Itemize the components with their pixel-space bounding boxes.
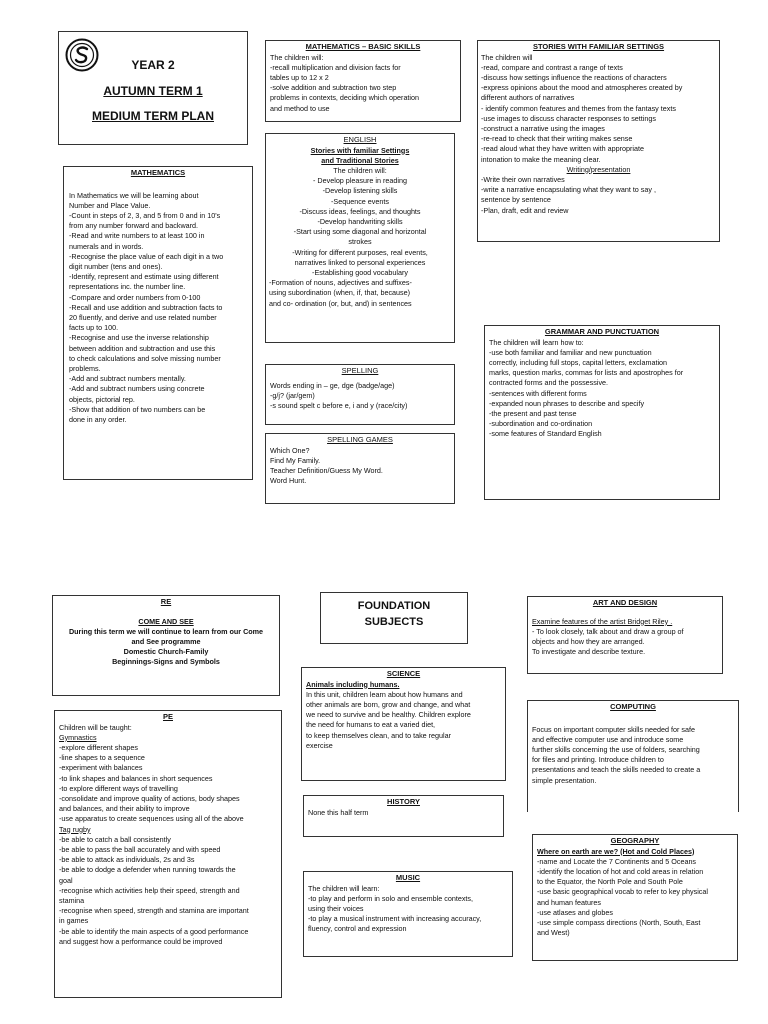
- science-line: to keep themselves clean, and to take regular: [306, 730, 452, 740]
- pe-rugby-line: -recognise when speed, strength and stamina are important: [59, 906, 249, 916]
- english-center-line: -Discuss ideas, feelings, and thoughts: [299, 206, 421, 216]
- gymnastics-heading: Gymnastics: [59, 732, 97, 742]
- pe-gym-line: -consolidate and improve quality of actions, body shapes: [59, 793, 240, 803]
- pe-gym-line: -line shapes to a sequence: [59, 753, 145, 763]
- geography-line: and West): [537, 928, 570, 938]
- maths-basic-line: -solve addition and subtraction two step: [270, 83, 397, 93]
- art-line: To investigate and describe texture.: [532, 647, 646, 657]
- pe-gym-line: -experiment with balances: [59, 763, 143, 773]
- mathematics-line: Number and Place Value.: [69, 200, 151, 210]
- english-box: [265, 133, 455, 343]
- come-and-see-heading: COME AND SEE: [138, 616, 194, 626]
- grammar-box: [484, 325, 720, 500]
- geography-subtitle: Where on earth are we? (Hot and Cold Places): [537, 846, 695, 856]
- maths-basic-line: tables up to 12 x 2: [270, 72, 329, 82]
- pe-rugby-line: -be able to attack as individuals, 2s and 3s: [59, 855, 195, 865]
- science-line: we need to survive and be healthy. Children explore: [306, 710, 471, 720]
- mathematics-line: to check calculations and solve missing number: [69, 353, 221, 363]
- re-line: and See programme: [131, 636, 201, 646]
- plan-heading: MEDIUM TERM PLAN: [92, 109, 214, 123]
- stories-line: - identify common features and themes from the fantasy texts: [481, 103, 676, 113]
- english-center-line: -Sequence events: [331, 196, 389, 206]
- spelling-games-line: Teacher Definition/Guess My Word.: [270, 465, 383, 475]
- re-line: During this term we will continue to learn from our Come: [68, 626, 264, 636]
- mathematics-line: done in any order.: [69, 414, 127, 424]
- re-title: RE: [160, 597, 172, 606]
- mathematics-line: -Recognise and use the inverse relationship: [69, 333, 209, 343]
- music-line: fluency, control and expression: [308, 924, 407, 934]
- history-box: [303, 795, 504, 837]
- art-line: objects and how they are arranged.: [532, 636, 645, 646]
- grammar-line: marks, question marks, commas for lists and apostrophes for: [489, 368, 684, 378]
- grammar-line: -use both familiar and familiar and new punctuation: [489, 347, 652, 357]
- grammar-line: -the present and past tense: [489, 408, 577, 418]
- music-line: -to play and perform in solo and ensemble contexts,: [308, 893, 474, 903]
- pe-rugby-line: and suggest how a performance could be improved: [59, 936, 223, 946]
- grammar-line: -sentences with different forms: [489, 388, 587, 398]
- science-line: exercise: [306, 740, 333, 750]
- mathematics-box: [63, 166, 253, 480]
- english-center-line: The children will:: [333, 165, 387, 175]
- music-title: MUSIC: [395, 873, 421, 882]
- mathematics-line: representations inc. the number line.: [69, 282, 186, 292]
- term-heading: AUTUMN TERM 1: [103, 84, 203, 98]
- art-line: - To look closely, talk about and draw a group of: [532, 626, 684, 636]
- art-title: ART AND DESIGN: [592, 598, 658, 607]
- geography-box: [532, 834, 738, 961]
- geography-line: -name and Locate the 7 Continents and 5 Oceans: [537, 856, 697, 866]
- english-center-line: -Develop handwriting skills: [317, 216, 403, 226]
- mathematics-line: facts up to 100.: [69, 323, 119, 333]
- stories-line: -discuss how settings influence the reactions of characters: [481, 72, 667, 82]
- pe-rugby-line: goal: [59, 875, 73, 885]
- maths-basic-line: problems in contexts, deciding which operation: [270, 93, 420, 103]
- subjects-heading: SUBJECTS: [364, 616, 424, 628]
- spelling-games-title: SPELLING GAMES: [327, 435, 393, 444]
- stories-line: The children will: [481, 52, 533, 62]
- re-line: Domestic Church-Family: [123, 647, 209, 657]
- re-line: Beginnings-Signs and Symbols: [112, 657, 220, 667]
- foundation-subjects-box: [320, 592, 468, 644]
- science-title: SCIENCE: [386, 669, 421, 678]
- spelling-box: [265, 364, 455, 425]
- maths-basic-line: The children will:: [270, 52, 324, 62]
- grammar-line: -expanded noun phrases to describe and specify: [489, 398, 645, 408]
- pe-gym-line: -to link shapes and balances in short sequences: [59, 773, 213, 783]
- mathematics-title: MATHEMATICS: [130, 168, 186, 177]
- mathematics-line: -Count in steps of 2, 3, and 5 from 0 and in 10's: [69, 210, 221, 220]
- mathematics-line: 20 fluently, and derive and use related number: [69, 312, 217, 322]
- geography-line: -identify the location of hot and cold areas in relation: [537, 866, 704, 876]
- english-left-line: and co- ordination (or, but, and) in sentences: [269, 298, 412, 308]
- music-line: The children will learn:: [308, 883, 380, 893]
- mathematics-line: -Show that addition of two numbers can be: [69, 404, 206, 414]
- english-center-line: narratives linked to personal experiences: [294, 257, 426, 267]
- history-title: HISTORY: [387, 797, 420, 806]
- geography-line: and human features: [537, 897, 601, 907]
- music-line: using their voices: [308, 903, 364, 913]
- english-center-line: - Develop pleasure in reading: [313, 176, 407, 186]
- writing-presentation-heading: Writing/presentation: [566, 164, 631, 174]
- mathematics-line: problems.: [69, 363, 101, 373]
- spelling-title: SPELLING: [341, 366, 379, 375]
- pe-rugby-line: -be able to identify the main aspects of a good performance: [59, 926, 249, 936]
- mathematics-line: -Read and write numbers to at least 100 in: [69, 231, 205, 241]
- computing-line: presentations and teach the skills needed to create a: [532, 765, 701, 775]
- maths-basic-line: and method to use: [270, 103, 330, 113]
- pe-rugby-line: -be able to catch a ball consistently: [59, 834, 171, 844]
- stories-line: -use images to discuss character responses to settings: [481, 113, 656, 123]
- maths-basic-line: -recall multiplication and division facts for: [270, 62, 401, 72]
- spelling-line: Words ending in – ge, dge (badge/age): [270, 380, 395, 390]
- english-left-line: using subordination (when, if, that, because): [269, 288, 411, 298]
- grammar-title: GRAMMAR AND PUNCTUATION: [544, 327, 660, 336]
- stories-line: -construct a narrative using the images: [481, 123, 605, 133]
- geography-title: GEOGRAPHY: [610, 836, 660, 845]
- science-line: other animals are born, grow and change, and what: [306, 699, 471, 709]
- geography-line: to the Equator, the North Pole and South Pole: [537, 877, 683, 887]
- mathematics-line: -Compare and order numbers from 0-100: [69, 292, 201, 302]
- spelling-games-line: Find My Family.: [270, 455, 321, 465]
- spelling-line: -s sound spelt c before e, i and y (race/city): [270, 400, 408, 410]
- stories-writing-line: -write a narrative encapsulating what they want to say ,: [481, 185, 656, 195]
- re-box: [52, 595, 280, 696]
- english-center-line: -Writing for different purposes, real events,: [292, 247, 428, 257]
- english-subtitle: and Traditional Stories: [321, 155, 399, 165]
- spelling-games-line: Which One?: [270, 445, 310, 455]
- pe-intro: Children will be taught:: [59, 722, 132, 732]
- science-subtitle: Animals including humans.: [306, 679, 400, 689]
- maths-basic-title: MATHEMATICS – BASIC SKILLS: [305, 42, 421, 51]
- history-line: None this half term: [308, 807, 369, 817]
- stories-line: -read, compare and contrast a range of texts: [481, 62, 623, 72]
- year-heading: YEAR 2: [131, 58, 175, 72]
- computing-line: simple presentation.: [532, 775, 597, 785]
- mathematics-line: -Add and subtract numbers mentally.: [69, 374, 186, 384]
- english-center-line: -Develop listening skills: [322, 186, 398, 196]
- mathematics-line: -Recall and use addition and subtraction facts to: [69, 302, 223, 312]
- music-line: -to play a musical instrument with increasing accuracy,: [308, 914, 482, 924]
- mathematics-line: between addition and subtraction and use this: [69, 343, 216, 353]
- mathematics-line: numerals and in words.: [69, 241, 144, 251]
- english-center-line: -Establishing good vocabulary: [312, 267, 408, 277]
- tag-rugby-heading: Tag rugby: [59, 824, 91, 834]
- science-box: [301, 667, 506, 781]
- art-line: Examine features of the artist Bridget Riley .: [532, 616, 673, 626]
- pe-gym-line: -to explore different ways of travelling: [59, 783, 178, 793]
- grammar-line: contracted forms and the possessive.: [489, 378, 609, 388]
- english-center-line: strokes: [348, 237, 372, 247]
- computing-title: COMPUTING: [610, 702, 656, 711]
- stories-box: [477, 40, 720, 242]
- stories-line: intonation to make the meaning clear.: [481, 154, 601, 164]
- spelling-games-box: [265, 433, 455, 504]
- mathematics-line: objects, pictorial rep.: [69, 394, 135, 404]
- spelling-games-line: Word Hunt.: [270, 476, 307, 486]
- geography-line: -use atlases and globes: [537, 907, 613, 917]
- foundation-heading: FOUNDATION: [357, 600, 431, 612]
- stories-title: STORIES WITH FAMILIAR SETTINGS: [532, 42, 665, 51]
- stories-line: -read aloud what they have written with appropriate: [481, 144, 645, 154]
- pe-rugby-line: -recognise which activities help their speed, strength and: [59, 885, 240, 895]
- mathematics-line: -Identify, represent and estimate using different: [69, 272, 219, 282]
- stories-writing-line: sentence by sentence: [481, 195, 551, 205]
- pe-rugby-line: -be able to dodge a defender when running towards the: [59, 865, 236, 875]
- grammar-line: -some features of Standard English: [489, 429, 602, 439]
- mathematics-line: -Recognise the place value of each digit in a two: [69, 251, 224, 261]
- computing-box: [527, 700, 739, 812]
- english-title: ENGLISH: [343, 135, 377, 144]
- mathematics-line: In Mathematics we will be learning about: [69, 190, 199, 200]
- pe-box: [54, 710, 282, 998]
- english-left-line: -Formation of nouns, adjectives and suffixes-: [269, 278, 412, 288]
- stories-line: different authors of narratives: [481, 93, 575, 103]
- pe-gym-line: -use apparatus to create sequences using all of the above: [59, 814, 244, 824]
- stories-line: -express opinions about the mood and atmospheres created by: [481, 83, 683, 93]
- grammar-line: -subordination and co-ordination: [489, 419, 593, 429]
- stories-writing-line: -Plan, draft, edit and review: [481, 205, 569, 215]
- geography-line: -use simple compass directions (North, South, East: [537, 917, 701, 927]
- spelling-line: -g/j? (jar/gem): [270, 390, 315, 400]
- maths-basic-skills-box: [265, 40, 461, 122]
- pe-rugby-line: stamina: [59, 895, 85, 905]
- computing-line: for files and printing. Introduce children to: [532, 755, 664, 765]
- mathematics-line: digit number (tens and ones).: [69, 261, 163, 271]
- computing-line: and effective computer use and introduce some: [532, 734, 684, 744]
- english-subtitle: Stories with familiar Settings: [310, 145, 410, 155]
- stories-line: -re-read to check that their writing makes sense: [481, 134, 633, 144]
- pe-title: PE: [162, 712, 173, 721]
- computing-line: further skills concerning the use of folders, searching: [532, 744, 700, 754]
- pe-rugby-line: in games: [59, 916, 89, 926]
- art-design-box: [527, 596, 723, 674]
- music-box: [303, 871, 513, 957]
- grammar-line: correctly, including full stops, capital letters, exclamation: [489, 357, 668, 367]
- pe-gym-line: -explore different shapes: [59, 742, 138, 752]
- science-line: In this unit, children learn about how humans and: [306, 689, 463, 699]
- science-line: the need for humans to eat a varied diet,: [306, 720, 436, 730]
- grammar-line: The children will learn how to:: [489, 337, 584, 347]
- computing-line: Focus on important computer skills needed for safe: [532, 724, 695, 734]
- pe-rugby-line: -be able to pass the ball accurately and with speed: [59, 844, 221, 854]
- title-box: [58, 31, 248, 145]
- english-center-line: -Start using some diagonal and horizontal: [293, 227, 427, 237]
- mathematics-line: -Add and subtract numbers using concrete: [69, 384, 205, 394]
- mathematics-line: from any number forward and backward.: [69, 221, 199, 231]
- stories-writing-line: -Write their own narratives: [481, 174, 565, 184]
- geography-line: -use basic geographical vocab to refer to key physical: [537, 887, 708, 897]
- pe-gym-line: and balances, and their ability to improve: [59, 804, 190, 814]
